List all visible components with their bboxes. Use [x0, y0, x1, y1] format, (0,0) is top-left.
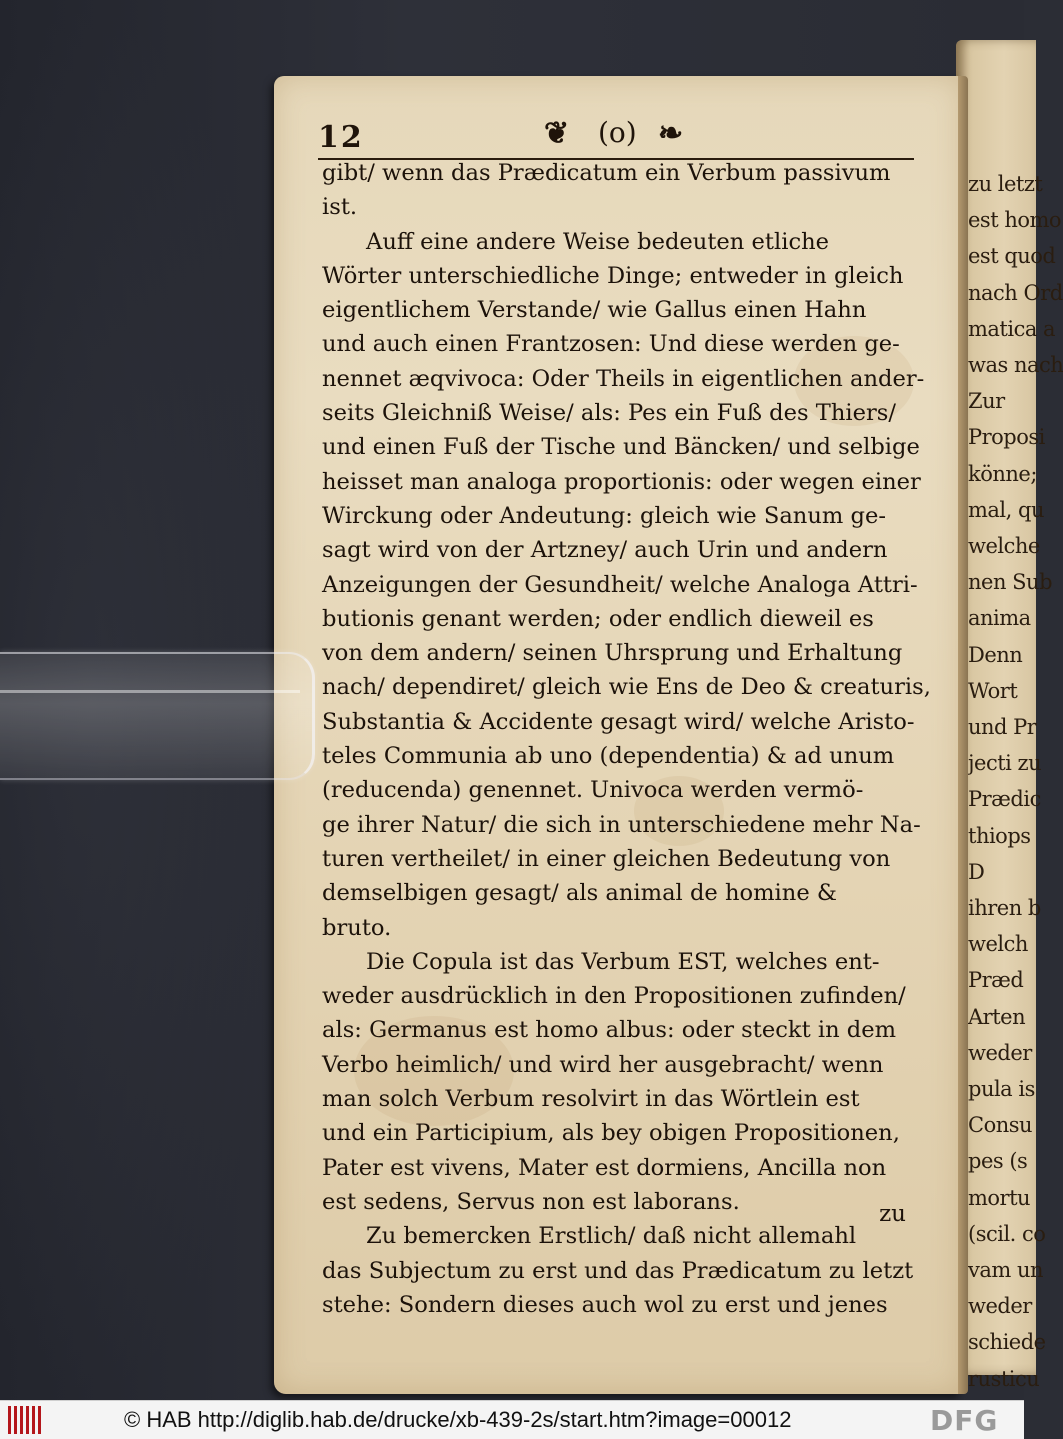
- text-line: und auch einen Frantzosen: Und diese werden ge-: [322, 331, 900, 358]
- page-edge: [958, 76, 968, 1394]
- text-line: und ein Participium, als bey obigen Propositionen,: [322, 1120, 900, 1147]
- adjacent-page-fragment: mal, qu: [968, 497, 1044, 522]
- text-line: (reducenda) genennet. Univoca werden vermö-: [322, 777, 864, 804]
- footer-bar: [0, 1400, 1024, 1439]
- adjacent-page-fragment: pula is: [968, 1077, 1035, 1101]
- text-line: Anzeigungen der Gesundheit/ welche Analoga Attri-: [322, 571, 918, 598]
- adjacent-page-fragment: mortu: [968, 1185, 1031, 1210]
- adjacent-page-fragment: Consu: [968, 1113, 1033, 1138]
- text-line: Verbo heimlich/ und wird her ausgebracht/ wenn: [322, 1051, 884, 1078]
- text-line: eigentlichem Verstande/ wie Gallus einen Hahn: [322, 297, 867, 324]
- text-line: gibt/ wenn das Prædicatum ein Verbum passivum: [322, 160, 891, 186]
- header-ornament: [536, 114, 706, 154]
- catchword: zu: [879, 1201, 906, 1227]
- text-line: man solch Verbum resolvirt in das Wörtlein est: [322, 1086, 860, 1113]
- text-line: Auff eine andere Weise bedeuten etliche: [366, 228, 830, 255]
- adjacent-page-fragment: was nach: [968, 353, 1063, 377]
- page-body-text: [322, 156, 931, 1322]
- adjacent-page-fragment: thiops: [968, 823, 1031, 848]
- text-line: als: Germanus est homo albus: oder steckt in dem: [322, 1017, 897, 1044]
- adjacent-page-fragment: matica a: [968, 316, 1056, 341]
- adjacent-page-fragment: Zur: [968, 389, 1005, 414]
- adjacent-page-fragment: und Pr: [968, 715, 1037, 739]
- adjacent-page-fragment: Wort: [968, 678, 1018, 703]
- text-line: bruto.: [322, 914, 392, 941]
- text-line: seits Gleichniß Weise/ als: Pes ein Fuß des Thiers/: [322, 400, 896, 427]
- adjacent-page: [956, 40, 1063, 1391]
- adjacent-page-fragment: nen Sub: [968, 570, 1053, 595]
- text-line: teles Communia ab uno (dependentia) & ad unum: [322, 743, 895, 770]
- text-line: und einen Fuß der Tische und Bäncken/ und selbige: [322, 434, 920, 461]
- adjacent-page-fragment: schiede: [968, 1330, 1046, 1355]
- adjacent-page-fragment: Præd: [968, 968, 1024, 993]
- text-line: Die Copula ist das Verbum EST, welches ent-: [366, 948, 880, 975]
- header-ornament-text: (o): [598, 116, 637, 149]
- text-line: Zu bemercken Erstlich/ daß nicht allemahl: [366, 1223, 857, 1250]
- text-line: heisset man analoga proportionis: oder wegen einer: [322, 468, 921, 495]
- text-line: Substantia & Accidente gesagt wird/ welche Aristo-: [322, 708, 915, 735]
- text-line: ist.: [322, 194, 358, 221]
- book-page: [274, 76, 962, 1394]
- adjacent-page-fragment: weder: [968, 1294, 1032, 1319]
- adjacent-page-fragment: welch: [968, 932, 1028, 957]
- text-line: stehe: Sondern dieses auch wol zu erst und jenes: [322, 1291, 888, 1318]
- text-line: weder ausdrücklich in den Propositionen zufinden/: [322, 983, 906, 1010]
- adjacent-page-fragment: Proposi: [968, 425, 1045, 450]
- adjacent-page-fragment: est homo: [968, 208, 1062, 233]
- adjacent-page-fragment: (scil. co: [968, 1221, 1046, 1246]
- text-line: demselbigen gesagt/ als animal de homine &: [322, 880, 838, 907]
- text-line: turen vertheilet/ in einer gleichen Bedeutung von: [322, 845, 891, 872]
- text-line: nach/ dependiret/ gleich wie Ens de Deo & creaturis,: [322, 674, 931, 701]
- text-line: Pater est vivens, Mater est dormiens, Ancilla non: [322, 1154, 887, 1181]
- text-line: Wörter unterschiedliche Dinge; entweder in gleich: [322, 262, 904, 289]
- adjacent-page-fragment: Arten: [968, 1004, 1026, 1029]
- glass-highlight: [0, 690, 300, 693]
- glass-page-holder: [0, 652, 315, 780]
- adjacent-page-fragment: nach Ord: [968, 280, 1063, 305]
- adjacent-page-fragment: rusticu: [968, 1366, 1040, 1391]
- adjacent-page-fragment: Prædic: [968, 787, 1041, 812]
- adjacent-page-fragment: Denn: [968, 642, 1023, 667]
- adjacent-page-fragment: D: [968, 859, 985, 884]
- adjacent-page-fragment: jecti zu: [968, 751, 1042, 776]
- adjacent-page-fragment: weder: [968, 1040, 1032, 1065]
- copyright-link[interactable]: © HAB http://diglib.hab.de/drucke/xb-439-2s/start.htm?image=00012: [124, 1407, 792, 1432]
- text-line: nennet æqvivoca: Oder Theils in eigentlichen ander-: [322, 365, 925, 392]
- text-line: das Subjectum zu erst und das Prædicatum zu letzt: [322, 1257, 914, 1284]
- fleuron-right-icon: ❧: [658, 116, 684, 151]
- text-line: butionis genant werden; oder endlich dieweil es: [322, 605, 874, 632]
- adjacent-page-fragment: est quod: [968, 244, 1056, 269]
- adjacent-page-fragment: pes (s: [968, 1149, 1028, 1174]
- hab-logo-icon: [8, 1406, 42, 1434]
- fleuron-left-icon: ❦: [544, 116, 570, 151]
- text-line: sagt wird von der Artzney/ auch Urin und andern: [322, 537, 888, 564]
- adjacent-page-fragment: vam un: [968, 1258, 1044, 1282]
- adjacent-page-fragment: anima: [968, 606, 1031, 631]
- adjacent-page-fragment: zu letzt: [968, 172, 1043, 196]
- adjacent-page-fragment: welche: [968, 534, 1040, 558]
- text-line: est sedens, Servus non est laborans.: [322, 1188, 740, 1215]
- text-line: Wirckung oder Andeutung: gleich wie Sanum ge-: [322, 502, 886, 529]
- adjacent-page-fragment: könne;: [968, 461, 1037, 486]
- text-line: ge ihrer Natur/ die sich in unterschiedene mehr Na-: [322, 811, 921, 838]
- text-line: von dem andern/ seinen Uhrsprung und Erhaltung: [322, 640, 903, 667]
- dfg-logo: DFG: [930, 1404, 999, 1437]
- adjacent-page-fragment: ihren b: [968, 896, 1041, 920]
- page-number: 12: [318, 120, 364, 155]
